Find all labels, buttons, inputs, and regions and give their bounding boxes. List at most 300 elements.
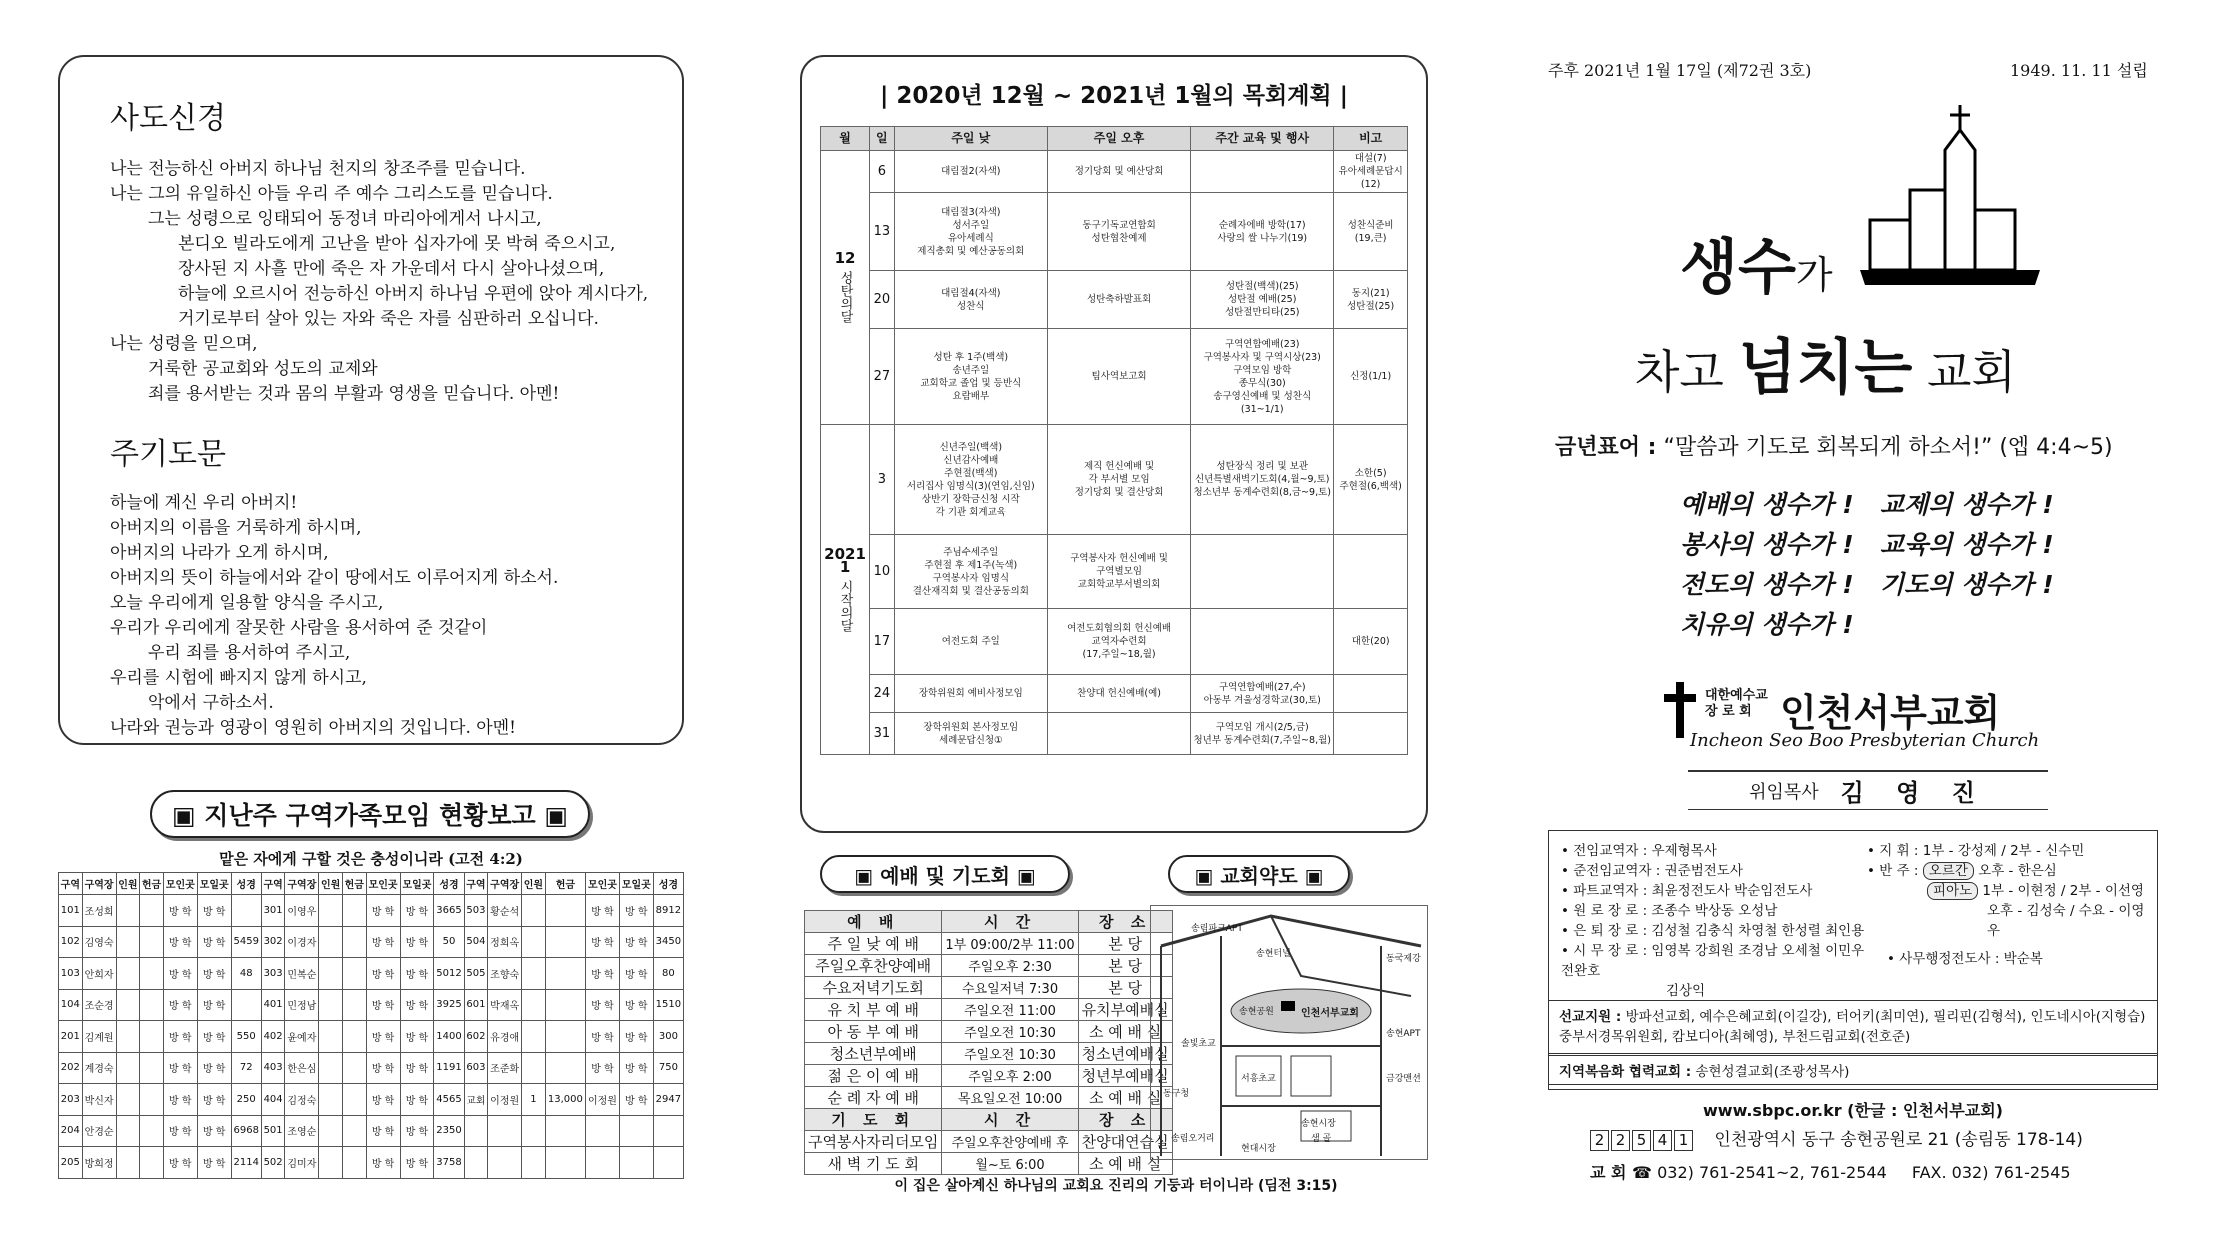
plan-cell-day: 27 <box>870 329 895 425</box>
table-row <box>805 1131 1173 1153</box>
plan-cell-day: 3 <box>870 425 895 535</box>
services-cell: 유 치 부 예 배 <box>805 999 942 1021</box>
group-cell: 방 학 <box>197 958 231 990</box>
table-row <box>805 999 1173 1021</box>
accompanist-line <box>1867 861 2157 881</box>
plan-cell-note: 신정(1/1) <box>1334 329 1408 425</box>
group-cell <box>140 1147 164 1179</box>
group-cell: 3758 <box>434 1147 464 1179</box>
issue-info: 주후 2021년 1월 17일 (제72권 3호) <box>1548 61 1812 80</box>
services-banner: ▣ 예배 및 기도회 ▣ <box>820 855 1070 893</box>
plan-panel <box>800 55 1428 833</box>
group-cell: 방 학 <box>586 989 620 1021</box>
staff-line: • 원 로 장 로 : 조종수 박상동 오성남 <box>1561 903 1778 919</box>
group-cell <box>545 926 585 958</box>
group-cell: 203 <box>59 1084 83 1116</box>
table-row <box>805 933 1173 955</box>
plan-cell-aft: 정기당회 및 예산당회 <box>1048 151 1191 193</box>
group-cell: 방 학 <box>163 1052 197 1084</box>
group-header: 인원 <box>116 873 140 895</box>
phone-number: 032) 761-2541~2, 761-2544 <box>1657 1163 1887 1182</box>
group-cell: 한은심 <box>285 1052 319 1084</box>
group-cell: 방 학 <box>197 1115 231 1147</box>
table-row <box>59 1115 684 1147</box>
plan-header: 비고 <box>1334 127 1408 151</box>
group-cell <box>545 1052 585 1084</box>
services-cell: 1부 09:00/2부 11:00 <box>942 933 1078 955</box>
plan-cell-note: 대설(7) 유아세례문답시(12) <box>1334 151 1408 193</box>
plan-row <box>821 609 1408 675</box>
table-row <box>59 1021 684 1053</box>
group-cell <box>522 989 546 1021</box>
services-cell: 주일오전 10:30 <box>942 1043 1078 1065</box>
services-cell: 새 벽 기 도 회 <box>805 1153 942 1175</box>
plan-cell-noon: 대림절4(자색) 성찬식 <box>894 271 1047 329</box>
group-cell: 방 학 <box>586 926 620 958</box>
group-cell: 1400 <box>434 1021 464 1053</box>
motto-text: “말씀과 기도로 회복되게 하소서!” <box>1663 435 1993 460</box>
prayer-line: 악에서 구하소서. <box>148 693 274 713</box>
group-cell: 방 학 <box>400 1084 434 1116</box>
group-cell: 방 학 <box>400 1021 434 1053</box>
group-cell: 조순경 <box>82 989 116 1021</box>
plan-row <box>821 271 1408 329</box>
group-cell: 윤예자 <box>285 1021 319 1053</box>
group-cell: 방 학 <box>163 1115 197 1147</box>
church-name: 인천서부교회 <box>1780 691 2001 735</box>
staff-line: • 시 무 장 로 : 임영복 강희원 조경남 오세철 이민우 전완호 <box>1561 943 1865 979</box>
plan-cell-note: 대한(20) <box>1334 609 1408 675</box>
group-cell: 501 <box>261 1115 285 1147</box>
group-cell: 방 학 <box>400 989 434 1021</box>
prayer-line: 우리를 시험에 빠지지 않게 하시고, <box>110 668 367 688</box>
plan-cell-day: 20 <box>870 271 895 329</box>
map-label: 송현APT <box>1386 1029 1421 1039</box>
group-cell: 6968 <box>231 1115 261 1147</box>
group-header: 구역 <box>59 873 83 895</box>
cheer-item: 봉사의 생수가 ! <box>1680 530 1854 559</box>
group-header: 성경 <box>231 873 261 895</box>
group-cell <box>140 989 164 1021</box>
group-cell <box>619 1147 653 1179</box>
group-cell <box>488 1147 522 1179</box>
table-row <box>805 1065 1173 1087</box>
group-cell: 250 <box>231 1084 261 1116</box>
group-cell <box>319 1084 343 1116</box>
plan-cell-note: 소한(5) 주현절(6,백색) <box>1334 425 1408 535</box>
group-header: 인원 <box>522 873 546 895</box>
prayer-line: 아버지의 나라가 오게 하시며, <box>110 543 329 563</box>
group-cell: 조성희 <box>82 895 116 927</box>
group-cell <box>545 895 585 927</box>
group-cell: 2947 <box>653 1084 683 1116</box>
group-cell: 이경자 <box>285 926 319 958</box>
group-cell <box>545 1021 585 1053</box>
group-cell <box>522 958 546 990</box>
services-cell: 본 당 <box>1078 955 1172 977</box>
group-cell <box>342 958 366 990</box>
plan-month-name: 시작의달 <box>837 579 853 632</box>
table-row <box>59 1084 684 1116</box>
group-cell <box>342 895 366 927</box>
map-label: 인천서부교회 <box>1301 1008 1359 1019</box>
group-cell: 505 <box>464 958 488 990</box>
group-cell: 방 학 <box>619 895 653 927</box>
plan-cell-aft: 팀사역보고회 <box>1048 329 1191 425</box>
creed-line: 죄를 용서받는 것과 몸의 부활과 영생을 믿습니다. 아멘! <box>148 384 560 404</box>
group-header: 헌금 <box>342 873 366 895</box>
services-cell: 구역봉사자리더모임 <box>805 1131 942 1153</box>
group-cell: 방 학 <box>619 989 653 1021</box>
creed-line: 거기로부터 살아 있는 자와 죽은 자를 심판하러 오십니다. <box>178 309 599 329</box>
group-cell: 72 <box>231 1052 261 1084</box>
plan-cell-week: 구역모임 개시(2/5,금) 청년부 동계수련회(7,주일~8,월) <box>1191 713 1334 755</box>
group-cell: 601 <box>464 989 488 1021</box>
year-motto <box>1555 430 2113 461</box>
services-cell: 소 예 배 실 <box>1078 1153 1172 1175</box>
services-cell: 본 당 <box>1078 977 1172 999</box>
table-row <box>59 1052 684 1084</box>
group-cell: 503 <box>464 895 488 927</box>
plan-cell-week: 성탄절(백색)(25) 성탄절 예배(25) 성탄절만티타(25) <box>1191 271 1334 329</box>
plan-cell-week: 성탄장식 정리 및 보관 신년특별새벽기도회(4,월~9,토) 청소년부 동계수련회(8,금~9,토) <box>1191 425 1334 535</box>
group-cell: 안경순 <box>82 1115 116 1147</box>
group-cell: 4565 <box>434 1084 464 1116</box>
plan-row <box>821 535 1408 609</box>
zip-digit: 1 <box>1674 1130 1693 1151</box>
group-cell: 103 <box>59 958 83 990</box>
group-cell: 방 학 <box>366 1147 400 1179</box>
group-cell: 8912 <box>653 895 683 927</box>
plan-row <box>821 329 1408 425</box>
group-cell: 이정원 <box>586 1084 620 1116</box>
group-cell: 방 학 <box>400 1052 434 1084</box>
group-cell: 방 학 <box>163 895 197 927</box>
group-cell: 5012 <box>434 958 464 990</box>
map-label: 송림오거리 <box>1171 1134 1215 1144</box>
group-header: 모일곳 <box>400 873 434 895</box>
group-cell: 5459 <box>231 926 261 958</box>
group-cell: 이정원 <box>488 1084 522 1116</box>
services-cell: 수요일저녁 7:30 <box>942 977 1078 999</box>
staff-line: • 은 퇴 장 로 : 김성철 김충식 차영철 한성렬 최인용 <box>1561 923 1865 939</box>
plan-cell-aft <box>1048 713 1191 755</box>
group-cell: 3450 <box>653 926 683 958</box>
group-cell <box>342 1052 366 1084</box>
group-cell: 602 <box>464 1021 488 1053</box>
group-cell: 방 학 <box>400 958 434 990</box>
creed-line: 본디오 빌라도에게 고난을 받아 십자가에 못 박혀 죽으시고, <box>178 234 616 254</box>
plan-cell-noon: 여전도회 주일 <box>894 609 1047 675</box>
group-cell <box>319 895 343 927</box>
group-header: 성경 <box>434 873 464 895</box>
plan-cell-noon: 주님수세주일 주현절 후 제1주(녹색) 구역봉사자 임명식 결산재직회 및 결산공동의회 <box>894 535 1047 609</box>
zip-digit: 2 <box>1611 1130 1630 1151</box>
group-cell: 방 학 <box>366 895 400 927</box>
accompanist-label: • 반 주 : <box>1867 863 1919 879</box>
group-cell: 방 학 <box>163 958 197 990</box>
group-cell: 2114 <box>231 1147 261 1179</box>
prayer-line: 우리가 우리에게 잘못한 사람을 용서하여 준 것같이 <box>110 618 488 638</box>
established-date: 1949. 11. 11 설립 <box>2010 61 2148 80</box>
group-cell: 방 학 <box>619 958 653 990</box>
group-cell: 황순석 <box>488 895 522 927</box>
services-cell: 주일오후 2:30 <box>942 955 1078 977</box>
group-cell: 방 학 <box>197 895 231 927</box>
partner-text: 송현성결교회(조광성목사) <box>1695 1064 1850 1080</box>
group-cell: 조준화 <box>488 1052 522 1084</box>
group-cell <box>319 1115 343 1147</box>
group-cell: 방 학 <box>366 926 400 958</box>
group-cell: 김정숙 <box>285 1084 319 1116</box>
cheer-item: 치유의 생수가 ! <box>1680 610 1854 639</box>
cheer-item: 교육의 생수가 ! <box>1880 530 2054 559</box>
map-label: 송림파크APT <box>1191 924 1243 934</box>
group-header: 구역장 <box>82 873 116 895</box>
map-label: 서흥초교 <box>1241 1074 1276 1084</box>
office-line: • 사무행정전도사 : 박순복 <box>1887 951 2043 967</box>
group-cell: 2350 <box>434 1115 464 1147</box>
group-cell: 80 <box>653 958 683 990</box>
group-cell: 박재옥 <box>488 989 522 1021</box>
services-cell: 소 예 배 실 <box>1078 1087 1172 1109</box>
group-cell <box>319 1052 343 1084</box>
map-label: 샘 골 <box>1311 1134 1332 1144</box>
services-cell: 찬양대연습실 <box>1078 1131 1172 1153</box>
plan-row <box>821 151 1408 193</box>
creed-line: 장사된 지 사흘 만에 죽은 자 가운데서 다시 살아나셨으며, <box>178 259 605 279</box>
table-row <box>805 1043 1173 1065</box>
group-cell <box>653 1147 683 1179</box>
group-cell: 13,000 <box>545 1084 585 1116</box>
group-header: 헌금 <box>545 873 585 895</box>
plan-month <box>821 425 870 755</box>
group-header: 구역 <box>261 873 285 895</box>
services-cell: 목요일오전 10:00 <box>942 1087 1078 1109</box>
creed-title: 사도신경 <box>110 101 226 136</box>
group-cell: 이영우 <box>285 895 319 927</box>
group-cell: 750 <box>653 1052 683 1084</box>
plan-cell-aft: 성탄축하발표회 <box>1048 271 1191 329</box>
group-cell: 방 학 <box>366 1115 400 1147</box>
group-cell: 민복순 <box>285 958 319 990</box>
plan-cell-aft: 구역봉사자 헌신예배 및 구역별모임 교회학교부서별의회 <box>1048 535 1191 609</box>
address-text: 인천광역시 동구 송현공원로 21 (송림동 178-14) <box>1714 1130 2083 1150</box>
piano-line <box>1867 881 2157 901</box>
group-cell: 방 학 <box>619 1021 653 1053</box>
pastor-title: 위임목사 <box>1749 781 1819 803</box>
staff-line: 김상익 <box>1666 983 1706 999</box>
group-report-verse: 맡은 자에게 구할 것은 충성이니라 (고전 4:2) <box>219 850 523 868</box>
website[interactable]: www.sbpc.or.kr (한글 : 인천서부교회) <box>1703 1101 2003 1120</box>
table-row <box>59 989 684 1021</box>
group-cell: 300 <box>653 1021 683 1053</box>
group-cell <box>522 1115 546 1147</box>
group-cell: 301 <box>261 895 285 927</box>
group-cell: 550 <box>231 1021 261 1053</box>
group-cell: 방 학 <box>366 1052 400 1084</box>
plan-cell-noon: 대림절2(자색) <box>894 151 1047 193</box>
mission-text: 방파선교회, 예수은혜교회(이길강), 터어키(최미연), 필리핀(김형석), 인도네시아(지형습) 중부서경목위원회, 캄보디아(최혜영), 부천드림교회(전호준) <box>1559 1009 2146 1045</box>
group-cell: 방 학 <box>586 1021 620 1053</box>
group-cell <box>522 926 546 958</box>
phone-label: 교 회 ☎ <box>1590 1163 1652 1182</box>
pastor-line <box>1688 770 2048 810</box>
table-row <box>59 958 684 990</box>
group-cell: 방 학 <box>197 1021 231 1053</box>
prayer-line: 하늘에 계신 우리 아버지! <box>110 493 298 513</box>
group-cell <box>522 895 546 927</box>
mission-label: 선교지원 : <box>1559 1009 1622 1025</box>
group-cell <box>319 958 343 990</box>
group-cell <box>231 989 261 1021</box>
group-cell: 방 학 <box>163 989 197 1021</box>
group-cell <box>522 1147 546 1179</box>
table-row <box>805 977 1173 999</box>
group-header: 인원 <box>319 873 343 895</box>
creed-line: 거룩한 공교회와 성도의 교제와 <box>148 359 378 379</box>
creed-line: 나는 성령을 믿으며, <box>110 334 258 354</box>
creed-line: 그는 성령으로 잉태되어 동정녀 마리아에게서 나시고, <box>148 209 542 229</box>
group-header: 모인곳 <box>586 873 620 895</box>
group-cell <box>140 1084 164 1116</box>
services-cell: 아 동 부 예 배 <box>805 1021 942 1043</box>
slogan-word: 가 <box>1795 253 1833 297</box>
plan-cell-week: 구역연합예배(27,수) 아동부 겨울성경학교(30,토) <box>1191 675 1334 713</box>
prayer-title: 주기도문 <box>110 437 226 472</box>
slogan-line-2 <box>1635 320 2016 406</box>
group-cell: 204 <box>59 1115 83 1147</box>
staff-line: • 전임교역자 : 우제형목사 <box>1561 843 1717 859</box>
map-label: 동국제강 <box>1386 954 1421 964</box>
group-cell <box>488 1115 522 1147</box>
group-cell: 김영숙 <box>82 926 116 958</box>
plan-cell-note <box>1334 535 1408 609</box>
denomination <box>1705 688 1768 720</box>
plan-cell-noon: 장학위원회 본사정모임 세례문답신청① <box>894 713 1047 755</box>
services-cell: 유치부예배실 <box>1078 999 1172 1021</box>
fax-number: FAX. 032) 761-2545 <box>1911 1163 2071 1182</box>
table-row <box>59 895 684 927</box>
group-cell: 박신자 <box>82 1084 116 1116</box>
group-cell: 48 <box>231 958 261 990</box>
group-report-banner: ▣ 지난주 구역가족모임 현황보고 ▣ <box>150 790 590 838</box>
group-cell: 방 학 <box>400 1147 434 1179</box>
slogan-word: 교회 <box>1927 345 2016 399</box>
bottom-verse: 이 집은 살아계신 하나님의 교회요 진리의 기둥과 터이니라 (딤전 3:15) <box>894 1178 1338 1194</box>
creed-line: 나는 전능하신 아버지 하나님 천지의 창조주를 믿습니다. <box>110 159 526 179</box>
group-cell <box>464 1147 488 1179</box>
plan-month-name: 성탄의달 <box>837 271 853 323</box>
group-cell <box>653 1115 683 1147</box>
group-cell <box>116 958 140 990</box>
group-cell <box>319 989 343 1021</box>
group-cell: 방 학 <box>619 1084 653 1116</box>
group-cell <box>116 926 140 958</box>
group-cell: 1191 <box>434 1052 464 1084</box>
table-row <box>59 926 684 958</box>
group-cell <box>116 989 140 1021</box>
plan-header: 주일 오후 <box>1048 127 1191 151</box>
plan-cell-aft: 여전도회협의회 헌신예배 교역자수련회 (17,주일~18,월) <box>1048 609 1191 675</box>
mission-support <box>1548 1000 2158 1054</box>
group-cell: 방 학 <box>163 1147 197 1179</box>
services-header-row <box>805 911 1173 933</box>
services-header: 장 소 <box>1078 1109 1172 1131</box>
staff-right <box>1867 841 2157 969</box>
church-name-english: Incheon Seo Boo Presbyterian Church <box>1690 730 2040 751</box>
group-cell: 방 학 <box>366 958 400 990</box>
group-cell: 방 학 <box>197 1147 231 1179</box>
group-cell <box>342 1115 366 1147</box>
services-header: 시 간 <box>942 1109 1078 1131</box>
contact-line <box>1590 1160 2071 1183</box>
plan-header: 주일 낮 <box>894 127 1047 151</box>
services-cell: 월~토 6:00 <box>942 1153 1078 1175</box>
group-cell: 방 학 <box>197 1084 231 1116</box>
map-label: 송현터널 <box>1256 949 1291 959</box>
group-cell: 방 학 <box>366 989 400 1021</box>
zip-digit: 5 <box>1632 1130 1651 1151</box>
address <box>1590 1125 2083 1151</box>
creed-line: 나는 그의 유일하신 아들 우리 주 예수 그리스도를 믿습니다. <box>110 184 553 204</box>
table-row <box>805 1153 1173 1175</box>
group-cell <box>319 926 343 958</box>
group-cell: 404 <box>261 1084 285 1116</box>
services-cell: 본 당 <box>1078 933 1172 955</box>
slogan-word: 차고 <box>1635 345 1724 399</box>
group-cell: 50 <box>434 926 464 958</box>
slogan-line-1 <box>1680 220 1833 306</box>
plan-cell-note: 성찬식준비 (19,큰) <box>1334 193 1408 271</box>
group-cell: 방 학 <box>197 989 231 1021</box>
creed-line: 하늘에 오르시어 전능하신 아버지 하나님 우편에 앉아 계시다가, <box>178 284 649 304</box>
group-cell <box>545 1115 585 1147</box>
zip-digit: 2 <box>1590 1130 1609 1151</box>
group-cell: 정희옥 <box>488 926 522 958</box>
group-cell <box>545 1147 585 1179</box>
group-cell <box>140 958 164 990</box>
zip-code <box>1590 1130 1700 1150</box>
plan-cell-aft: 동구기독교연합회 성탄협찬예제 <box>1048 193 1191 271</box>
group-cell <box>140 895 164 927</box>
plan-month <box>821 151 870 425</box>
group-cell <box>231 895 261 927</box>
piano-player: 1부 - 이현정 / 2부 - 이선영 <box>1982 883 2144 899</box>
services-cell: 청년부예배실 <box>1078 1065 1172 1087</box>
group-cell <box>545 989 585 1021</box>
map-label: 현대시장 <box>1241 1144 1276 1154</box>
plan-cell-day: 13 <box>870 193 895 271</box>
plan-month-number: 12 <box>834 249 856 267</box>
group-cell <box>342 926 366 958</box>
group-cell <box>342 989 366 1021</box>
conductor-line: • 지 휘 : 1부 - 강성제 / 2부 - 신수민 <box>1867 843 2085 859</box>
plan-cell-week: 구역연합예배(23) 구역봉사자 및 구역시상(23) 구역모임 방학 종무식(30) 송구영신예배 및 성찬식 (31~1/1) <box>1191 329 1334 425</box>
plan-cell-noon: 성탄 후 1주(백색) 송년주일 교회학교 졸업 및 등반식 요람배부 <box>894 329 1047 425</box>
group-cell: 방 학 <box>619 926 653 958</box>
group-cell: 방 학 <box>400 1115 434 1147</box>
group-cell: 302 <box>261 926 285 958</box>
staff-line: • 준전임교역자 : 권준범전도사 <box>1561 863 1743 879</box>
group-cell: 101 <box>59 895 83 927</box>
prayer-line: 우리 죄를 용서하여 주시고, <box>148 643 351 663</box>
group-cell <box>586 1115 620 1147</box>
services-cell: 주일오후 2:00 <box>942 1065 1078 1087</box>
group-cell <box>342 1021 366 1053</box>
church-map <box>1150 905 1428 1160</box>
services-table <box>804 910 1173 1175</box>
